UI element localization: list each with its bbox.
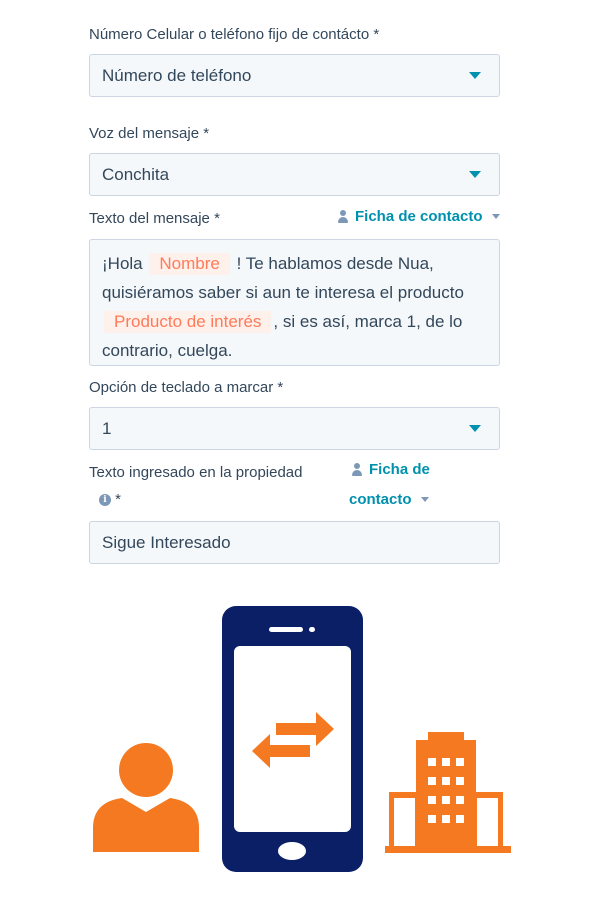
message-textarea[interactable] bbox=[89, 239, 500, 366]
message-field-label: Texto del mensaje * bbox=[89, 210, 220, 227]
voice-field-label: Voz del mensaje * bbox=[89, 125, 210, 142]
call-illustration bbox=[0, 580, 600, 900]
name-token[interactable]: Nombre bbox=[149, 253, 229, 275]
message-text-part-1: ¡Hola bbox=[102, 254, 143, 273]
keypad-select-value: 1 bbox=[102, 418, 112, 438]
phone-select[interactable] bbox=[89, 54, 500, 97]
keypad-select[interactable] bbox=[89, 407, 500, 450]
voice-select-value: Conchita bbox=[102, 164, 170, 184]
message-contact-token-menu[interactable] bbox=[337, 208, 500, 225]
keypad-field-label: Opción de teclado a marcar * bbox=[89, 379, 284, 396]
property-contact-token-menu[interactable] bbox=[351, 461, 430, 478]
voice-select[interactable] bbox=[89, 153, 500, 196]
property-text-value: Sigue Interesado bbox=[102, 532, 231, 552]
caret-down-icon bbox=[469, 425, 481, 432]
message-text-part-2: ! Te hablamos desde Nua, quisiéramos saber si aun te interesa el producto bbox=[102, 254, 464, 302]
office-building-icon bbox=[385, 732, 511, 853]
caret-down-icon bbox=[492, 214, 500, 219]
property-text-input[interactable] bbox=[89, 521, 500, 564]
smartphone-illustration-icon bbox=[222, 606, 363, 872]
phone-field-label: Número Celular o teléfono fijo de contácto * bbox=[89, 26, 380, 43]
property-contact-link-line2: contacto bbox=[349, 491, 412, 508]
info-icon[interactable]: i bbox=[99, 494, 111, 506]
person-illustration-icon bbox=[93, 743, 199, 852]
person-icon bbox=[351, 463, 363, 476]
caret-down-icon bbox=[469, 72, 481, 79]
property-contact-link-line1: Ficha de bbox=[369, 461, 430, 478]
message-contact-link-label: Ficha de contacto bbox=[355, 208, 483, 225]
caret-down-icon bbox=[421, 497, 429, 502]
property-field-label: Texto ingresado en la propiedad bbox=[89, 464, 303, 481]
product-token[interactable]: Producto de interés bbox=[104, 311, 271, 333]
person-icon bbox=[337, 210, 349, 223]
property-field-required bbox=[99, 491, 121, 508]
caret-down-icon bbox=[469, 171, 481, 178]
phone-select-value: Número de teléfono bbox=[102, 65, 252, 85]
message-text-part-3: , si es así, marca 1, de lo contrario, cuelga. bbox=[102, 312, 463, 360]
property-contact-token-menu-line2[interactable] bbox=[349, 491, 429, 508]
required-mark: * bbox=[115, 491, 122, 508]
